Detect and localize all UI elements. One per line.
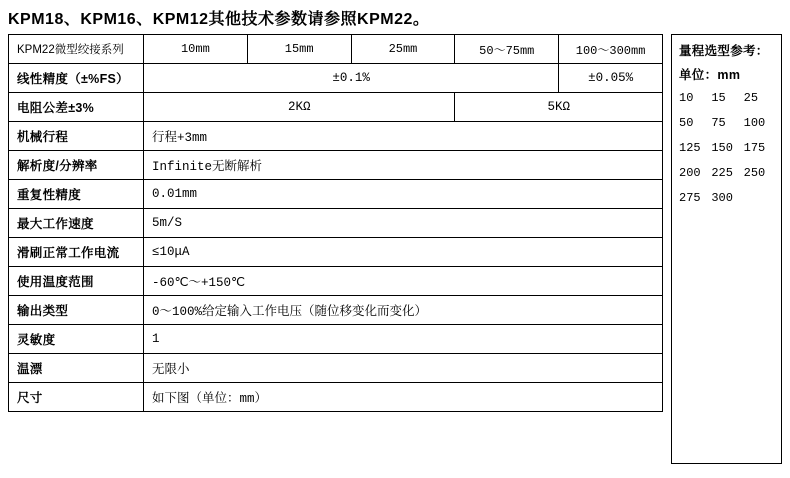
table-cell: 2KΩ <box>144 93 455 122</box>
table-row <box>9 267 663 296</box>
table-cell: 如下图（单位：mm） <box>144 383 663 412</box>
range-value-grid <box>679 91 774 205</box>
table-cell: 5m/S <box>144 209 663 238</box>
table-header-col-1: 15mm <box>247 35 351 64</box>
table-cell: ±0.1% <box>144 64 559 93</box>
table-row-label: 线性精度（±%FS） <box>9 64 144 93</box>
table-row <box>9 151 663 180</box>
table-row-label: 温漂 <box>9 354 144 383</box>
range-value: 75 <box>711 116 726 130</box>
table-row <box>9 209 663 238</box>
table-row-label: 使用温度范围 <box>9 267 144 296</box>
table-row <box>9 354 663 383</box>
table-cell: Infinite无断解析 <box>144 151 663 180</box>
table-cell: ≤10μA <box>144 238 663 267</box>
table-cell: 无限小 <box>144 354 663 383</box>
table-row <box>9 238 663 267</box>
table-header-col-4: 100～300mm <box>559 35 663 64</box>
range-panel-title: 量程选型参考： <box>679 44 769 58</box>
range-value: 50 <box>679 116 694 130</box>
table-row <box>9 122 663 151</box>
table-row-label: 解析度/分辨率 <box>9 151 144 180</box>
table-row-label: 最大工作速度 <box>9 209 144 238</box>
spec-table-body <box>9 35 663 412</box>
table-header-row <box>9 35 663 64</box>
table-header-col-2: 25mm <box>351 35 455 64</box>
range-value: 275 <box>679 191 701 205</box>
page-title: KPM18、KPM16、KPM12其他技术参数请参照KPM22。 <box>8 11 430 28</box>
table-row-label: 重复性精度 <box>9 180 144 209</box>
table-row <box>9 383 663 412</box>
table-row <box>9 296 663 325</box>
table-row-label: 滑刷正常工作电流 <box>9 238 144 267</box>
table-cell: -60℃～+150℃ <box>144 267 663 296</box>
table-header-col-3: 50～75mm <box>455 35 559 64</box>
range-value: 225 <box>711 166 733 180</box>
table-cell: ±0.05% <box>559 64 663 93</box>
table-row <box>9 325 663 354</box>
range-value: 200 <box>679 166 701 180</box>
range-reference-panel <box>671 34 782 464</box>
table-row <box>9 180 663 209</box>
table-row <box>9 93 663 122</box>
table-cell: 5KΩ <box>455 93 663 122</box>
range-value: 175 <box>743 141 766 155</box>
table-row-label: 灵敏度 <box>9 325 144 354</box>
range-value: 250 <box>743 166 766 180</box>
table-header-col-0: 10mm <box>144 35 248 64</box>
table-row <box>9 64 663 93</box>
range-value: 150 <box>711 141 733 155</box>
table-row-label: 输出类型 <box>9 296 144 325</box>
range-value: 10 <box>679 91 694 105</box>
range-value: 15 <box>711 91 726 105</box>
table-header-label: KPM22微型绞接系列 <box>9 35 144 64</box>
range-value: 125 <box>679 141 701 155</box>
table-cell: 0～100%给定输入工作电压（随位移变化而变化） <box>144 296 663 325</box>
table-row-label: 电阻公差±3% <box>9 93 144 122</box>
specification-table <box>8 34 663 412</box>
table-cell: 0.01mm <box>144 180 663 209</box>
range-value: 100 <box>743 116 766 130</box>
range-panel-unit: 单位：mm <box>679 68 741 82</box>
range-value: 25 <box>743 91 759 105</box>
table-row-label: 尺寸 <box>9 383 144 412</box>
range-value: 300 <box>711 191 733 205</box>
table-row-label: 机械行程 <box>9 122 144 151</box>
table-cell: 行程+3mm <box>144 122 663 151</box>
table-cell: 1 <box>144 325 663 354</box>
